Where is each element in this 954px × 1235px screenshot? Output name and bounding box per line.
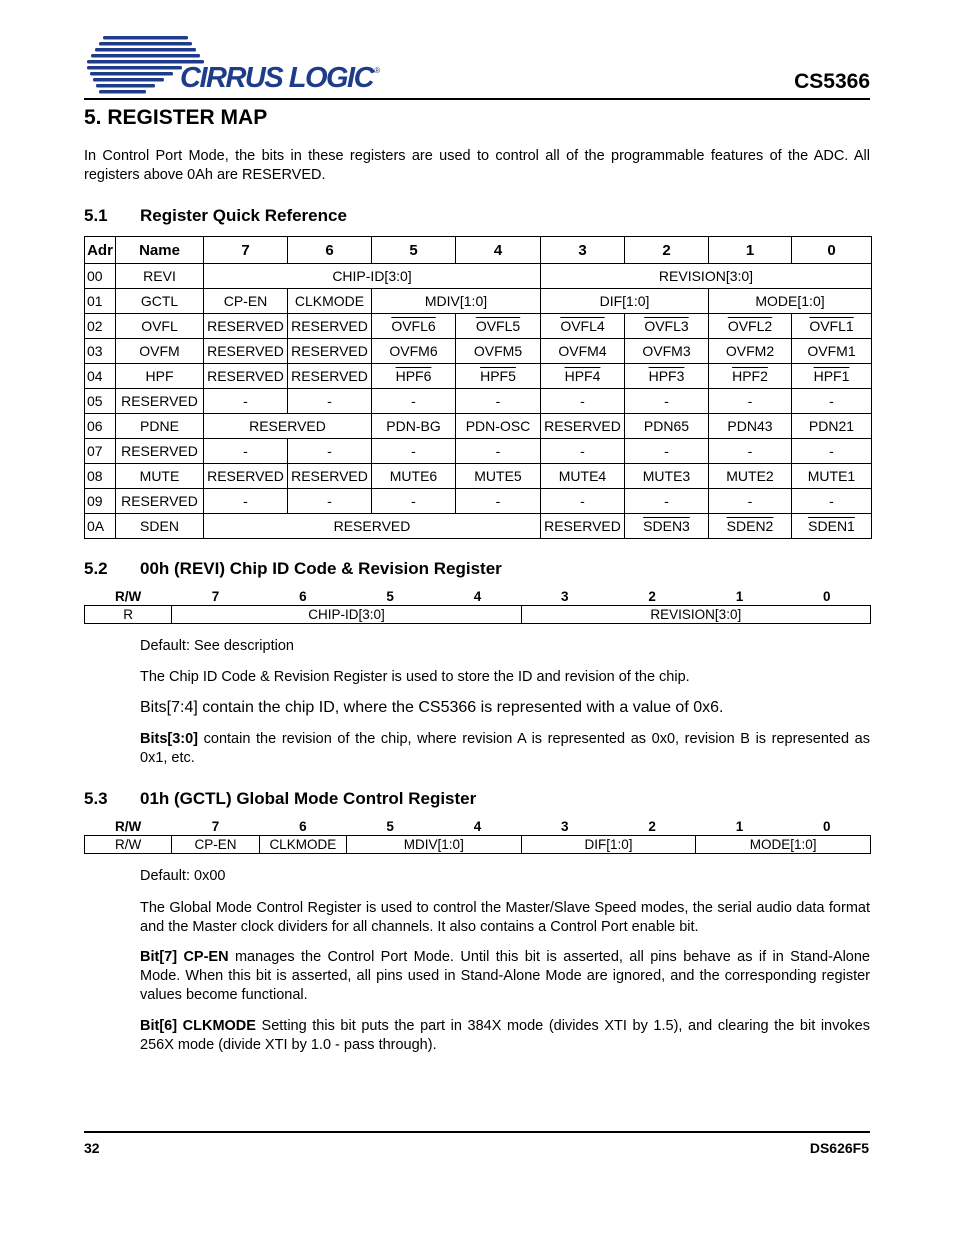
column-header: 5: [372, 237, 456, 264]
register-name: HPF: [116, 364, 204, 389]
register-bit-cell: -: [204, 489, 288, 514]
column-header: Adr: [85, 237, 116, 264]
register-bit-cell: CHIP-ID[3:0]: [204, 264, 541, 289]
register-bit-cell: OVFM1: [792, 339, 872, 364]
register-bit-cell: OVFL5: [456, 314, 541, 339]
register-bit-cell: -: [372, 389, 456, 414]
table-row: [85, 339, 872, 364]
register-address: 03: [85, 339, 116, 364]
register-bit-cell: DIF[1:0]: [541, 289, 709, 314]
register-bit-cell: -: [792, 389, 872, 414]
register-bit-cell: -: [456, 489, 541, 514]
bit-header: 5: [386, 589, 394, 604]
bit-value-row: [85, 836, 871, 854]
section-title: 5. REGISTER MAP: [84, 106, 268, 129]
register-address: 01: [85, 289, 116, 314]
register-name: OVFL: [116, 314, 204, 339]
register-bit-cell: SDEN1: [792, 514, 872, 539]
register-name: PDNE: [116, 414, 204, 439]
part-number: CS5366: [794, 70, 870, 93]
register-bit-cell: -: [625, 389, 709, 414]
register-bit-cell: OVFM5: [456, 339, 541, 364]
column-header: 7: [204, 237, 288, 264]
bit-header: 6: [299, 589, 307, 604]
bit-header: 7: [211, 819, 220, 834]
header-divider: [84, 98, 870, 100]
bit-field: CP-EN: [172, 836, 259, 854]
register-bit-cell: OVFL2: [709, 314, 792, 339]
bit-header: 3: [561, 589, 569, 604]
register-bit-cell: -: [288, 489, 372, 514]
register-bit-cell: HPF5: [456, 364, 541, 389]
register-bit-cell: -: [709, 389, 792, 414]
gctl-bit7: Bit[7] CP-EN manages the Control Port Mode. Until this bit is asserted, all pins behave as if in Stand-Alone Mode. When this bit is asserted, all pins used in Stand-Alone Mode are ignored, and the corresponding register values become functional.: [140, 949, 870, 1003]
register-bit-cell: -: [709, 489, 792, 514]
bit-header: R/W: [115, 589, 142, 604]
table-row: [85, 414, 872, 439]
register-name: RESERVED: [116, 439, 204, 464]
register-bit-cell: SDEN3: [625, 514, 709, 539]
bit-field: R/W: [85, 836, 172, 854]
register-bit-cell: MUTE6: [372, 464, 456, 489]
register-address: 06: [85, 414, 116, 439]
table-row: [85, 289, 872, 314]
register-address: 0A: [85, 514, 116, 539]
bit-header-row: [85, 588, 871, 606]
table-row: [85, 364, 872, 389]
register-bit-cell: -: [456, 389, 541, 414]
register-bit-cell: OVFL4: [541, 314, 625, 339]
register-address: 08: [85, 464, 116, 489]
register-bit-cell: OVFL3: [625, 314, 709, 339]
register-bit-cell: -: [204, 439, 288, 464]
register-bit-cell: -: [204, 389, 288, 414]
section-intro: In Control Port Mode, the bits in these registers are used to control all of the programmable features of the ADC. All registers above 0Ah are RESERVED.: [84, 148, 870, 183]
register-bit-cell: REVISION[3:0]: [541, 264, 872, 289]
bit-field: CHIP-ID[3:0]: [172, 606, 521, 624]
table-row: [85, 314, 872, 339]
register-bit-cell: -: [288, 389, 372, 414]
register-bit-cell: PDN-OSC: [456, 414, 541, 439]
register-bit-cell: -: [288, 439, 372, 464]
register-bit-cell: OVFM4: [541, 339, 625, 364]
register-bit-cell: HPF1: [792, 364, 872, 389]
register-address: 04: [85, 364, 116, 389]
register-bit-cell: HPF6: [372, 364, 456, 389]
register-bit-cell: HPF4: [541, 364, 625, 389]
bit-header: R/W: [115, 819, 142, 834]
register-bit-cell: MUTE2: [709, 464, 792, 489]
register-name: REVI: [116, 264, 204, 289]
bit-header: 1: [735, 819, 744, 834]
table-row: [85, 264, 872, 289]
revi-register-heading: 5.2 00h (REVI) Chip ID Code & Revision Register: [84, 559, 502, 578]
register-bit-cell: RESERVED: [204, 314, 288, 339]
register-bit-cell: PDN65: [625, 414, 709, 439]
bit-header: 7: [211, 589, 220, 604]
bit-field: CLKMODE: [259, 836, 346, 854]
register-bit-cell: MUTE4: [541, 464, 625, 489]
register-name: RESERVED: [116, 389, 204, 414]
register-bit-cell: MUTE3: [625, 464, 709, 489]
register-bit-cell: MUTE1: [792, 464, 872, 489]
bit-field: R: [85, 606, 172, 624]
register-bit-cell: RESERVED: [541, 414, 625, 439]
register-bit-cell: HPF2: [709, 364, 792, 389]
register-bit-cell: OVFM3: [625, 339, 709, 364]
bit-header: 1: [735, 589, 744, 604]
register-bit-cell: OVFL1: [792, 314, 872, 339]
register-bit-cell: PDN-BG: [372, 414, 456, 439]
register-bit-cell: RESERVED: [288, 464, 372, 489]
register-name: SDEN: [116, 514, 204, 539]
column-header: 2: [625, 237, 709, 264]
bit-header: 5: [386, 819, 394, 834]
register-quick-reference-table: [84, 236, 872, 539]
register-address: 02: [85, 314, 116, 339]
register-bit-cell: -: [792, 489, 872, 514]
table-row: [85, 489, 872, 514]
register-address: 09: [85, 489, 116, 514]
register-bit-cell: -: [456, 439, 541, 464]
register-bit-cell: MDIV[1:0]: [372, 289, 541, 314]
table-row: [85, 464, 872, 489]
gctl-register-table: [84, 818, 871, 854]
column-header: 1: [709, 237, 792, 264]
column-header: Name: [116, 237, 204, 264]
register-bit-cell: RESERVED: [204, 339, 288, 364]
column-header: 4: [456, 237, 541, 264]
register-bit-cell: OVFL6: [372, 314, 456, 339]
register-bit-cell: RESERVED: [204, 414, 372, 439]
register-bit-cell: RESERVED: [204, 514, 541, 539]
gctl-bit6: Bit[6] CLKMODE Setting this bit puts the part in 384X mode (divides XTI by 1.5), and clearing the bit invokes 256X mode (divide XTI by 1.0 - pass through).: [140, 1018, 870, 1053]
bit-header: 4: [473, 589, 482, 604]
register-bit-cell: RESERVED: [288, 339, 372, 364]
register-bit-cell: -: [625, 489, 709, 514]
page-number: 32: [84, 1140, 100, 1156]
register-bit-cell: MUTE5: [456, 464, 541, 489]
logo-wordmark: CIRRUS LOGIC®: [180, 62, 380, 94]
register-bit-cell: RESERVED: [288, 314, 372, 339]
revi-bits-7-4: Bits[7:4] contain the chip ID, where the CS5366 is represented with a value of 0x6.: [140, 699, 724, 716]
register-bit-cell: -: [541, 439, 625, 464]
bit-field: MDIV[1:0]: [346, 836, 521, 854]
gctl-default: Default: 0x00: [140, 868, 226, 884]
register-bit-cell: MODE[1:0]: [709, 289, 872, 314]
bit-field: REVISION[3:0]: [521, 606, 870, 624]
table-row: [85, 389, 872, 414]
table-header-row: [85, 237, 872, 264]
revi-register-table: [84, 588, 871, 624]
register-name: MUTE: [116, 464, 204, 489]
bit-value-row: [85, 606, 871, 624]
register-bit-cell: CP-EN: [204, 289, 288, 314]
table-row: [85, 439, 872, 464]
register-bit-cell: RESERVED: [204, 364, 288, 389]
footer-divider: [84, 1131, 870, 1133]
register-address: 05: [85, 389, 116, 414]
register-bit-cell: PDN43: [709, 414, 792, 439]
register-bit-cell: CLKMODE: [288, 289, 372, 314]
register-bit-cell: RESERVED: [541, 514, 625, 539]
register-bit-cell: PDN21: [792, 414, 872, 439]
bit-header: 0: [823, 589, 831, 604]
register-address: 00: [85, 264, 116, 289]
register-bit-cell: -: [792, 439, 872, 464]
register-bit-cell: RESERVED: [204, 464, 288, 489]
bit-header: 0: [823, 819, 831, 834]
register-bit-cell: -: [625, 439, 709, 464]
column-header: 6: [288, 237, 372, 264]
register-bit-cell: -: [372, 439, 456, 464]
register-name: OVFM: [116, 339, 204, 364]
register-bit-cell: SDEN2: [709, 514, 792, 539]
register-bit-cell: HPF3: [625, 364, 709, 389]
bit-header-row: [85, 818, 871, 836]
column-header: 0: [792, 237, 872, 264]
gctl-description: The Global Mode Control Register is used to control the Master/Slave Speed modes, the serial audio data format and the Master clock dividers for all channels. It also contains a Control Port enable bit.: [140, 900, 870, 935]
table-row: [85, 514, 872, 539]
register-address: 07: [85, 439, 116, 464]
register-bit-cell: OVFM6: [372, 339, 456, 364]
bit-field: MODE[1:0]: [696, 836, 871, 854]
register-name: GCTL: [116, 289, 204, 314]
quick-reference-heading: 5.1 Register Quick Reference: [84, 206, 347, 225]
bit-header: 4: [473, 819, 482, 834]
revi-bits-3-0: Bits[3:0] contain the revision of the chip, where revision A is represented as 0x0, revision B is represented as 0x1, etc.: [140, 731, 870, 766]
revi-description: The Chip ID Code & Revision Register is used to store the ID and revision of the chip.: [140, 669, 690, 685]
document-number: DS626F5: [809, 1140, 869, 1156]
register-bit-cell: -: [709, 439, 792, 464]
revi-default: Default: See description: [140, 638, 294, 654]
bit-header: 3: [561, 819, 569, 834]
register-bit-cell: RESERVED: [288, 364, 372, 389]
column-header: 3: [541, 237, 625, 264]
register-bit-cell: -: [541, 489, 625, 514]
gctl-register-heading: 5.3 01h (GCTL) Global Mode Control Register: [84, 789, 477, 808]
bit-field: DIF[1:0]: [521, 836, 696, 854]
register-name: RESERVED: [116, 489, 204, 514]
register-bit-cell: -: [541, 389, 625, 414]
bit-header: 2: [648, 589, 656, 604]
bit-header: 6: [299, 819, 307, 834]
bit-header: 2: [648, 819, 656, 834]
register-bit-cell: -: [372, 489, 456, 514]
register-bit-cell: OVFM2: [709, 339, 792, 364]
